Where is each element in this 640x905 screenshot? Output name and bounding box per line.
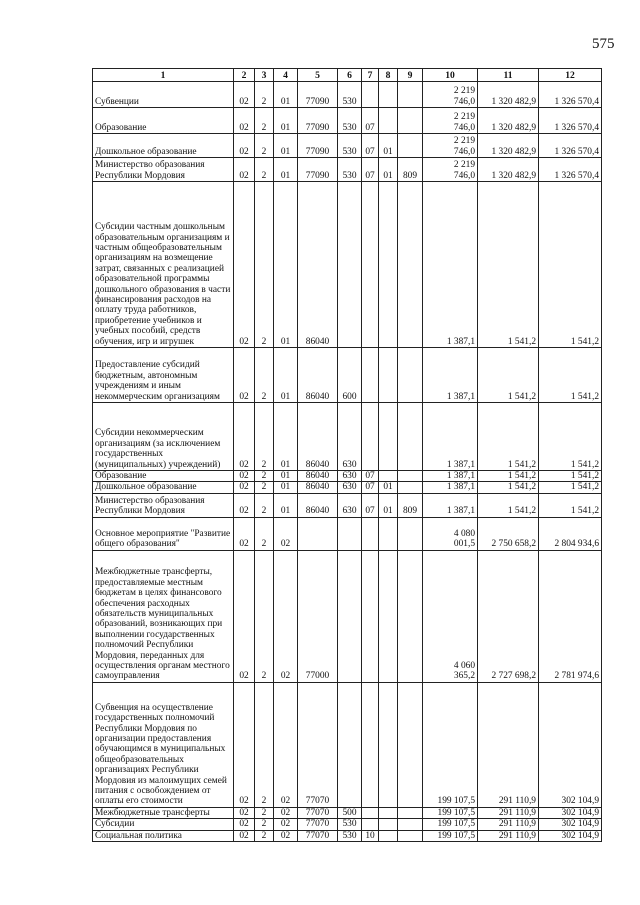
subprogram-code-cell: 2 xyxy=(255,471,274,482)
table-row xyxy=(93,493,602,517)
subsection-code-cell xyxy=(379,471,398,482)
subprogram-code-cell: 2 xyxy=(255,403,274,471)
header-cell: 9 xyxy=(398,69,423,82)
table-row xyxy=(93,108,602,134)
expense-name-cell: Межбюджетные трансферты xyxy=(93,807,234,818)
section-code-cell xyxy=(362,682,379,807)
amount-year3-cell: 302 104,9 xyxy=(539,830,602,841)
section-code-cell xyxy=(362,182,379,348)
expense-name-cell: Субсидии некоммерческим организациям (за исключением государственных (муниципальных) учреждений) xyxy=(93,403,234,471)
expense-name-cell: Основное мероприятие "Развитие общего образования" xyxy=(93,517,234,550)
gp-code-cell: 02 xyxy=(234,493,255,517)
ministry-code-cell xyxy=(398,482,423,493)
gp-code-cell: 02 xyxy=(234,471,255,482)
amount-year1-cell: 1 387,1 xyxy=(423,403,478,471)
subsection-code-cell xyxy=(379,807,398,818)
table-row xyxy=(93,550,602,682)
amount-year1-cell: 2 219 746,0 xyxy=(423,158,478,182)
amount-year2-cell: 1 320 482,9 xyxy=(478,108,539,134)
amount-year3-cell: 1 541,2 xyxy=(539,182,602,348)
amount-year2-cell: 1 541,2 xyxy=(478,482,539,493)
subsection-code-cell: 01 xyxy=(379,158,398,182)
subsection-code-cell xyxy=(379,517,398,550)
amount-year2-cell: 2 750 658,2 xyxy=(478,517,539,550)
measure-code-cell: 02 xyxy=(274,830,298,841)
section-code-cell xyxy=(362,819,379,830)
amount-year2-cell: 291 110,9 xyxy=(478,830,539,841)
expense-name-cell: Министерство образования Республики Мордовия xyxy=(93,158,234,182)
expense-name-cell: Субсидии xyxy=(93,819,234,830)
subsection-code-cell xyxy=(379,830,398,841)
expense-type-cell: 530 xyxy=(338,82,362,108)
measure-code-cell: 02 xyxy=(274,682,298,807)
amount-year3-cell: 302 104,9 xyxy=(539,819,602,830)
section-code-cell xyxy=(362,550,379,682)
direction-code-cell: 77090 xyxy=(298,158,338,182)
subsection-code-cell xyxy=(379,403,398,471)
subsection-code-cell xyxy=(379,82,398,108)
amount-year1-cell: 1 387,1 xyxy=(423,471,478,482)
expense-type-cell: 600 xyxy=(338,348,362,403)
gp-code-cell: 02 xyxy=(234,158,255,182)
amount-year3-cell: 1 541,2 xyxy=(539,403,602,471)
subsection-code-cell xyxy=(379,108,398,134)
section-code-cell: 07 xyxy=(362,158,379,182)
amount-year2-cell: 291 110,9 xyxy=(478,807,539,818)
page-number: 575 xyxy=(592,36,615,52)
amount-year2-cell: 1 541,2 xyxy=(478,493,539,517)
ministry-code-cell xyxy=(398,807,423,818)
measure-code-cell: 01 xyxy=(274,82,298,108)
ministry-code-cell: 809 xyxy=(398,493,423,517)
section-code-cell xyxy=(362,82,379,108)
subprogram-code-cell: 2 xyxy=(255,493,274,517)
section-code-cell: 10 xyxy=(362,830,379,841)
amount-year1-cell: 2 219 746,0 xyxy=(423,82,478,108)
amount-year3-cell: 2 804 934,6 xyxy=(539,517,602,550)
subprogram-code-cell: 2 xyxy=(255,819,274,830)
gp-code-cell: 02 xyxy=(234,108,255,134)
amount-year1-cell: 2 219 746,0 xyxy=(423,134,478,158)
gp-code-cell: 02 xyxy=(234,182,255,348)
table-row xyxy=(93,82,602,108)
amount-year2-cell: 291 110,9 xyxy=(478,682,539,807)
amount-year3-cell: 1 326 570,4 xyxy=(539,108,602,134)
amount-year1-cell: 199 107,5 xyxy=(423,819,478,830)
ministry-code-cell xyxy=(398,348,423,403)
gp-code-cell: 02 xyxy=(234,830,255,841)
measure-code-cell: 01 xyxy=(274,158,298,182)
measure-code-cell: 01 xyxy=(274,403,298,471)
section-code-cell xyxy=(362,517,379,550)
amount-year3-cell: 1 541,2 xyxy=(539,482,602,493)
measure-code-cell: 01 xyxy=(274,493,298,517)
gp-code-cell: 02 xyxy=(234,82,255,108)
measure-code-cell: 02 xyxy=(274,517,298,550)
subsection-code-cell xyxy=(379,348,398,403)
table-row xyxy=(93,682,602,807)
amount-year1-cell: 4 080 001,5 xyxy=(423,517,478,550)
amount-year1-cell: 199 107,5 xyxy=(423,682,478,807)
expense-type-cell: 530 xyxy=(338,134,362,158)
amount-year2-cell: 2 727 698,2 xyxy=(478,550,539,682)
subprogram-code-cell: 2 xyxy=(255,182,274,348)
expense-name-cell: Субсидии частным дошкольным образовательным организациям и частным общеобразовательным организациям на возмещение затрат, связанных с реализацией образовательной программы дошкольного образования в части финансирования расходов на оплату труда работников, приобретение учебников и учебных пособий, средств обучения, игр и игрушек xyxy=(93,182,234,348)
header-cell: 6 xyxy=(338,69,362,82)
expense-type-cell xyxy=(338,182,362,348)
table-row xyxy=(93,517,602,550)
measure-code-cell: 02 xyxy=(274,550,298,682)
direction-code-cell: 86040 xyxy=(298,482,338,493)
gp-code-cell: 02 xyxy=(234,819,255,830)
table-row xyxy=(93,134,602,158)
header-cell: 12 xyxy=(539,69,602,82)
amount-year1-cell: 1 387,1 xyxy=(423,482,478,493)
ministry-code-cell xyxy=(398,830,423,841)
subsection-code-cell xyxy=(379,182,398,348)
header-cell: 4 xyxy=(274,69,298,82)
amount-year2-cell: 1 320 482,9 xyxy=(478,134,539,158)
direction-code-cell: 77090 xyxy=(298,134,338,158)
direction-code-cell: 86040 xyxy=(298,493,338,517)
measure-code-cell: 01 xyxy=(274,108,298,134)
expense-type-cell: 530 xyxy=(338,158,362,182)
section-code-cell: 07 xyxy=(362,134,379,158)
measure-code-cell: 01 xyxy=(274,482,298,493)
ministry-code-cell xyxy=(398,403,423,471)
amount-year1-cell: 4 060 365,2 xyxy=(423,550,478,682)
section-code-cell xyxy=(362,807,379,818)
subprogram-code-cell: 2 xyxy=(255,830,274,841)
ministry-code-cell xyxy=(398,471,423,482)
header-cell: 5 xyxy=(298,69,338,82)
gp-code-cell: 02 xyxy=(234,550,255,682)
gp-code-cell: 02 xyxy=(234,348,255,403)
header-cell: 11 xyxy=(478,69,539,82)
subprogram-code-cell: 2 xyxy=(255,807,274,818)
subprogram-code-cell: 2 xyxy=(255,82,274,108)
direction-code-cell: 86040 xyxy=(298,182,338,348)
subprogram-code-cell: 2 xyxy=(255,482,274,493)
direction-code-cell: 86040 xyxy=(298,348,338,403)
amount-year3-cell: 1 326 570,4 xyxy=(539,134,602,158)
direction-code-cell: 77070 xyxy=(298,819,338,830)
amount-year3-cell: 302 104,9 xyxy=(539,682,602,807)
section-code-cell xyxy=(362,403,379,471)
amount-year3-cell: 1 541,2 xyxy=(539,493,602,517)
subprogram-code-cell: 2 xyxy=(255,682,274,807)
subsection-code-cell: 01 xyxy=(379,482,398,493)
ministry-code-cell xyxy=(398,819,423,830)
direction-code-cell: 77070 xyxy=(298,807,338,818)
table-row xyxy=(93,158,602,182)
section-code-cell: 07 xyxy=(362,471,379,482)
direction-code-cell xyxy=(298,517,338,550)
gp-code-cell: 02 xyxy=(234,134,255,158)
gp-code-cell: 02 xyxy=(234,517,255,550)
amount-year2-cell: 1 541,2 xyxy=(478,182,539,348)
direction-code-cell: 77070 xyxy=(298,830,338,841)
expense-type-cell: 530 xyxy=(338,108,362,134)
expense-type-cell: 530 xyxy=(338,819,362,830)
subprogram-code-cell: 2 xyxy=(255,550,274,682)
ministry-code-cell xyxy=(398,550,423,682)
table-row xyxy=(93,403,602,471)
subprogram-code-cell: 2 xyxy=(255,158,274,182)
expense-type-cell: 530 xyxy=(338,830,362,841)
amount-year1-cell: 1 387,1 xyxy=(423,348,478,403)
measure-code-cell: 01 xyxy=(274,471,298,482)
amount-year3-cell: 302 104,9 xyxy=(539,807,602,818)
header-cell: 2 xyxy=(234,69,255,82)
measure-code-cell: 02 xyxy=(274,807,298,818)
header-row xyxy=(93,69,602,82)
gp-code-cell: 02 xyxy=(234,403,255,471)
ministry-code-cell xyxy=(398,108,423,134)
expense-type-cell xyxy=(338,682,362,807)
expense-type-cell xyxy=(338,550,362,682)
amount-year2-cell: 291 110,9 xyxy=(478,819,539,830)
table-row xyxy=(93,182,602,348)
header-cell: 1 xyxy=(93,69,234,82)
ministry-code-cell: 809 xyxy=(398,158,423,182)
gp-code-cell: 02 xyxy=(234,682,255,807)
expense-name-cell: Министерство образования Республики Мордовия xyxy=(93,493,234,517)
table-row xyxy=(93,348,602,403)
amount-year3-cell: 1 326 570,4 xyxy=(539,158,602,182)
direction-code-cell: 77090 xyxy=(298,82,338,108)
ministry-code-cell xyxy=(398,682,423,807)
measure-code-cell: 01 xyxy=(274,134,298,158)
expense-name-cell: Предоставление субсидий бюджетным, автономным учреждениям и иным некоммерческим организациям xyxy=(93,348,234,403)
amount-year2-cell: 1 541,2 xyxy=(478,348,539,403)
section-code-cell xyxy=(362,348,379,403)
expense-name-cell: Субвенция на осуществление государственных полномочий Республики Мордовия по организации предоставления обучающимся в муниципальных общеобразовательных организациях Республики Мордовия из малоимущих семей питания с освобождением от оплаты его стоимости xyxy=(93,682,234,807)
amount-year3-cell: 2 781 974,6 xyxy=(539,550,602,682)
subprogram-code-cell: 2 xyxy=(255,108,274,134)
amount-year3-cell: 1 541,2 xyxy=(539,348,602,403)
amount-year3-cell: 1 326 570,4 xyxy=(539,82,602,108)
expense-name-cell: Образование xyxy=(93,471,234,482)
direction-code-cell: 86040 xyxy=(298,403,338,471)
amount-year1-cell: 199 107,5 xyxy=(423,830,478,841)
subprogram-code-cell: 2 xyxy=(255,348,274,403)
section-code-cell: 07 xyxy=(362,482,379,493)
table-row xyxy=(93,807,602,818)
expense-name-cell: Субвенции xyxy=(93,82,234,108)
direction-code-cell: 77090 xyxy=(298,108,338,134)
ministry-code-cell xyxy=(398,517,423,550)
header-cell: 3 xyxy=(255,69,274,82)
ministry-code-cell xyxy=(398,182,423,348)
expense-name-cell: Дошкольное образование xyxy=(93,482,234,493)
header-cell: 8 xyxy=(379,69,398,82)
expense-name-cell: Дошкольное образование xyxy=(93,134,234,158)
measure-code-cell: 01 xyxy=(274,182,298,348)
direction-code-cell: 86040 xyxy=(298,471,338,482)
budget-table xyxy=(92,68,602,842)
direction-code-cell: 77000 xyxy=(298,550,338,682)
amount-year3-cell: 1 541,2 xyxy=(539,471,602,482)
subprogram-code-cell: 2 xyxy=(255,134,274,158)
expense-type-cell xyxy=(338,517,362,550)
expense-name-cell: Образование xyxy=(93,108,234,134)
subprogram-code-cell: 2 xyxy=(255,517,274,550)
expense-type-cell: 630 xyxy=(338,403,362,471)
subsection-code-cell xyxy=(379,819,398,830)
ministry-code-cell xyxy=(398,82,423,108)
expense-name-cell: Социальная политика xyxy=(93,830,234,841)
table-row xyxy=(93,471,602,482)
section-code-cell: 07 xyxy=(362,493,379,517)
expense-name-cell: Межбюджетные трансферты, предоставляемые местным бюджетам в целях финансового обеспечения расходных обязательств муниципальных образований, возникающих при выполнении государственных полномочий Республики Мордовия, переданных для осуществления органам местного самоуправления xyxy=(93,550,234,682)
subsection-code-cell xyxy=(379,682,398,807)
direction-code-cell: 77070 xyxy=(298,682,338,807)
subsection-code-cell: 01 xyxy=(379,134,398,158)
table-body xyxy=(93,82,602,842)
subsection-code-cell: 01 xyxy=(379,493,398,517)
header-cell: 10 xyxy=(423,69,478,82)
amount-year2-cell: 1 320 482,9 xyxy=(478,158,539,182)
amount-year2-cell: 1 541,2 xyxy=(478,403,539,471)
amount-year1-cell: 1 387,1 xyxy=(423,182,478,348)
table-row xyxy=(93,482,602,493)
amount-year1-cell: 2 219 746,0 xyxy=(423,108,478,134)
table-row xyxy=(93,830,602,841)
gp-code-cell: 02 xyxy=(234,482,255,493)
ministry-code-cell xyxy=(398,134,423,158)
amount-year2-cell: 1 320 482,9 xyxy=(478,82,539,108)
expense-type-cell: 630 xyxy=(338,493,362,517)
section-code-cell: 07 xyxy=(362,108,379,134)
amount-year2-cell: 1 541,2 xyxy=(478,471,539,482)
measure-code-cell: 02 xyxy=(274,819,298,830)
header-cell: 7 xyxy=(362,69,379,82)
expense-type-cell: 630 xyxy=(338,482,362,493)
measure-code-cell: 01 xyxy=(274,348,298,403)
expense-type-cell: 500 xyxy=(338,807,362,818)
subsection-code-cell xyxy=(379,550,398,682)
expense-type-cell: 630 xyxy=(338,471,362,482)
table-row xyxy=(93,819,602,830)
amount-year1-cell: 1 387,1 xyxy=(423,493,478,517)
gp-code-cell: 02 xyxy=(234,807,255,818)
amount-year1-cell: 199 107,5 xyxy=(423,807,478,818)
